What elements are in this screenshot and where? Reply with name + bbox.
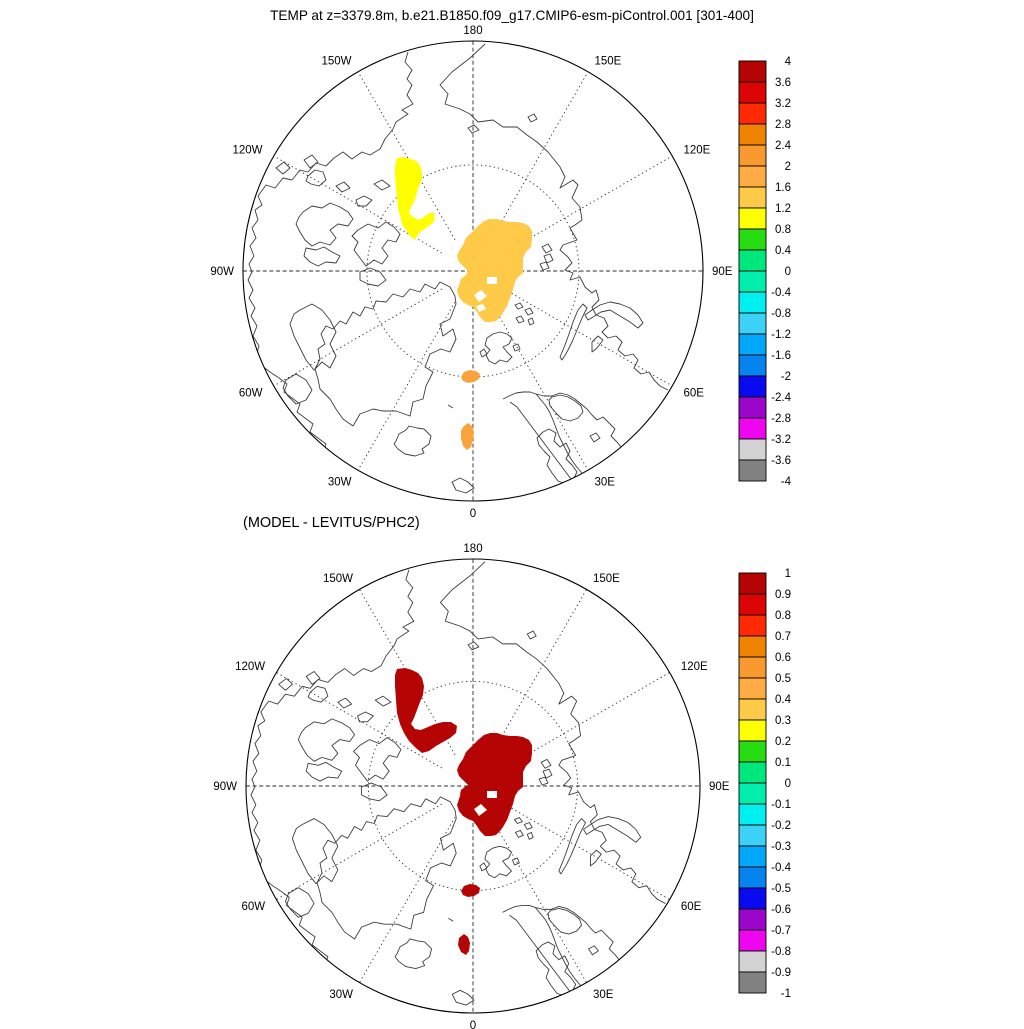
meridian-line: [504, 289, 672, 386]
colorbar-cell: [739, 972, 766, 993]
colorbar-cell: [739, 825, 766, 846]
anomaly-norwegian-sea-anomaly: [461, 423, 474, 450]
colorbar-tick-label: -0.9: [771, 967, 791, 979]
coastlines: [248, 44, 668, 500]
colorbar-tick-label: -0.5: [771, 883, 791, 895]
colorbar-cell: [739, 145, 766, 166]
colorbar-tick-label: -4: [780, 476, 791, 488]
anomaly-beaufort-anomaly: [395, 157, 435, 240]
model-colorbar: [739, 56, 792, 488]
anomaly-shading: [395, 157, 532, 450]
meridian-label-120W: 120W: [232, 144, 263, 157]
meridian-line: [491, 72, 588, 240]
anomaly-hole-1: [487, 277, 497, 284]
meridian-label-60W: 60W: [241, 901, 266, 913]
colorbar-cell: [739, 867, 766, 888]
colorbar-tick-label: 3.6: [775, 77, 791, 89]
meridian-label-90E: 90E: [712, 266, 733, 278]
colorbar-cell: [739, 418, 766, 439]
anomaly-norwegian-sea-anomaly: [458, 934, 470, 955]
meridian-line: [276, 804, 441, 900]
meridian-label-150W: 150W: [322, 573, 353, 586]
colorbar-cell: [739, 720, 766, 741]
colorbar-cell: [739, 292, 766, 313]
colorbar-tick-label: -1.6: [771, 350, 791, 362]
anomaly-central-arctic-anomaly: [457, 219, 532, 322]
colorbar-cell: [739, 573, 766, 594]
colorbar-cell: [739, 439, 766, 460]
colorbar-cell: [739, 250, 766, 271]
meridian-label-150E: 150E: [594, 55, 622, 68]
colorbar-cell: [739, 846, 766, 867]
model-map: [210, 25, 732, 520]
colorbar-tick-label: -0.6: [771, 904, 791, 916]
colorbar-tick-label: 0: [784, 266, 791, 278]
colorbar-cell: [739, 166, 766, 187]
colorbar-cell: [739, 103, 766, 124]
colorbar-tick-label: -1: [780, 988, 791, 1000]
colorbar-tick-label: -2: [780, 371, 791, 383]
figure-title: TEMP at z=3379.8m, b.e21.B1850.f09_g17.CMIP6-esm-piControl.001 [301-400]: [270, 8, 754, 23]
colorbar-cell: [739, 930, 766, 951]
colorbar-cell: [739, 741, 766, 762]
colorbar-cell: [739, 187, 766, 208]
meridian-label-60W: 60W: [238, 387, 263, 400]
meridian-label-30E: 30E: [593, 988, 614, 1001]
colorbar-cell: [739, 397, 766, 418]
colorbar-tick-label: 0.5: [775, 673, 791, 685]
colorbar-cell: [739, 783, 766, 804]
meridian-label-60E: 60E: [680, 901, 702, 913]
colorbar-tick-label: 0.9: [775, 589, 791, 601]
colorbar-tick-label: -0.3: [771, 841, 791, 853]
colorbar-cell: [739, 594, 766, 615]
meridian-line: [491, 589, 587, 754]
meridian-label-180: 180: [463, 25, 483, 37]
colorbar-cell: [739, 355, 766, 376]
colorbar-cell: [739, 678, 766, 699]
colorbar-cell: [739, 271, 766, 292]
meridian-line: [360, 817, 456, 982]
meridian-label-90W: 90W: [210, 266, 234, 278]
colorbar-cell: [739, 951, 766, 972]
meridian-label-60E: 60E: [683, 387, 704, 400]
colorbar-tick-label: -0.1: [771, 799, 791, 811]
colorbar-tick-label: 0.8: [775, 610, 791, 622]
colorbar-tick-label: -0.4: [771, 862, 791, 874]
colorbar-cell: [739, 909, 766, 930]
colorbar-tick-label: -2.8: [771, 413, 791, 425]
colorbar-cell: [739, 762, 766, 783]
colorbar-tick-label: 2: [784, 161, 791, 173]
anomaly-greenland-sea-anomaly: [461, 884, 480, 897]
colorbar-tick-label: -0.7: [771, 925, 791, 937]
colorbar-tick-label: 4: [784, 56, 791, 68]
colorbar-tick-label: 0.4: [775, 245, 791, 257]
meridian-label-180: 180: [463, 543, 483, 555]
meridian-label-120W: 120W: [235, 661, 266, 673]
colorbar-tick-label: 2.8: [775, 119, 791, 131]
colorbar-cell: [739, 888, 766, 909]
colorbar-tick-label: 1: [784, 568, 791, 580]
colorbar-tick-label: 0.2: [775, 736, 791, 748]
colorbar-tick-label: 0.7: [775, 631, 791, 643]
meridian-label-30W: 30W: [329, 988, 353, 1001]
meridian-label-150E: 150E: [593, 573, 620, 586]
meridian-label-30E: 30E: [594, 476, 615, 489]
colorbar-cell: [739, 460, 766, 481]
difference-panel-subtitle: (MODEL - LEVITUS/PHC2): [243, 515, 420, 531]
colorbar-cell: [739, 61, 766, 82]
colorbar-cell: [739, 124, 766, 145]
colorbar-tick-label: 0.1: [775, 757, 791, 769]
anomaly-greenland-sea-anomaly: [461, 370, 480, 383]
meridian-label-150W: 150W: [321, 55, 352, 68]
difference-map: [213, 543, 729, 1029]
meridian-line: [274, 289, 442, 386]
colorbar-tick-label: -0.8: [771, 308, 791, 320]
anomaly-shading: [395, 668, 532, 955]
colorbar-cell: [739, 636, 766, 657]
colorbar-cell: [739, 804, 766, 825]
colorbar-tick-label: -3.6: [771, 455, 791, 467]
meridian-label-0: 0: [469, 1020, 477, 1029]
colorbar-tick-label: -2.4: [771, 392, 791, 404]
colorbar-tick-label: 1.2: [775, 203, 791, 215]
colorbar-cell: [739, 657, 766, 678]
colorbar-tick-label: -1.2: [771, 329, 791, 341]
meridian-label-30W: 30W: [327, 476, 352, 489]
colorbar-cell: [739, 313, 766, 334]
meridian-label-90W: 90W: [213, 781, 237, 793]
colorbar-cell: [739, 82, 766, 103]
meridian-label-120E: 120E: [680, 661, 708, 673]
colorbar-tick-label: 0.6: [775, 652, 791, 664]
colorbar-tick-label: -0.2: [771, 820, 791, 832]
anomaly-central-arctic-anomaly: [457, 733, 532, 836]
colorbar-tick-label: 2.4: [775, 140, 791, 152]
meridian-label-120E: 120E: [683, 144, 711, 157]
colorbar-cell: [739, 615, 766, 636]
colorbar-cell: [739, 229, 766, 250]
difference-colorbar: [739, 568, 792, 1000]
colorbar-cell: [739, 334, 766, 355]
anomaly-hole-1: [487, 791, 497, 798]
meridian-label-0: 0: [469, 508, 477, 520]
colorbar-tick-label: 0.3: [775, 715, 791, 727]
meridian-label-90E: 90E: [709, 781, 730, 793]
colorbar-cell: [739, 208, 766, 229]
colorbar-tick-label: -0.4: [771, 287, 791, 299]
colorbar-tick-label: 3.2: [775, 98, 791, 110]
colorbar-tick-label: -3.2: [771, 434, 791, 446]
colorbar-tick-label: 0: [784, 778, 791, 790]
meridian-line: [504, 804, 669, 900]
colorbar-cell: [739, 376, 766, 397]
colorbar-tick-label: 0.8: [775, 224, 791, 236]
colorbar-tick-label: -0.8: [771, 946, 791, 958]
colorbar-cell: [739, 699, 766, 720]
colorbar-tick-label: 0.4: [775, 694, 791, 706]
colorbar-tick-label: 1.6: [775, 182, 791, 194]
anomaly-beaufort-anomaly: [395, 668, 457, 753]
